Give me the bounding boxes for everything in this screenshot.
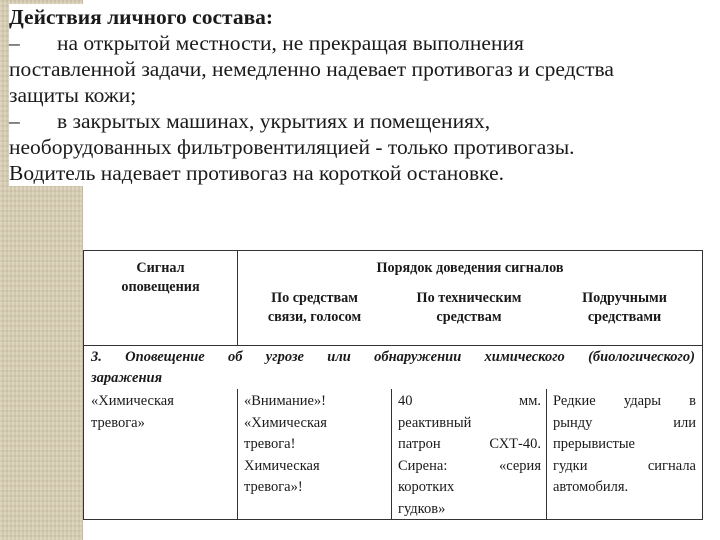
grid-line: [391, 389, 392, 519]
subheader-voice: По средствам связи, голосом: [267, 290, 362, 325]
item2-dash: –: [9, 109, 20, 133]
item2-line-2: необорудованных фильтровентиляцией - только противогазы.: [9, 135, 575, 159]
grid-line: [546, 389, 547, 519]
grid-line: [237, 389, 238, 519]
signals-procedure-header: Порядок доведения сигналов: [376, 260, 564, 276]
cell-voice: «Внимание»! «Химическая тревога! Химическая тревога»!: [244, 393, 327, 495]
section-title: 3. Оповещение об угрозе или обнаружении химического (биологического) заражения: [91, 349, 695, 386]
heading: Действия личного состава:: [9, 5, 274, 29]
instructions-text: [9, 4, 715, 186]
subheader-improvised: Подручными средствами: [582, 290, 667, 325]
item2-first-line: – в закрытых машинах, укрытиях и помещениях,: [9, 109, 491, 133]
cell-improvised: Редкие удары в рынду или прерывистые гудки сигнала автомобиля.: [553, 393, 696, 495]
cell-signal: «Химическая тревога»: [91, 393, 174, 431]
subheader-technical: По техническим средствам: [416, 290, 522, 325]
item1-line-2: поставленной задачи, немедленно надевает противогаз и средства: [9, 57, 614, 81]
item1-dash: –: [9, 31, 20, 55]
signal-column-header: Сигнал оповещения: [121, 260, 200, 295]
signals-table: [83, 250, 703, 520]
driver-note: Водитель надевает противогаз на короткой остановке.: [9, 161, 505, 185]
item1-first-line: – на открытой местности, не прекращая выполнения: [9, 31, 524, 55]
item1-line-3: защиты кожи;: [9, 83, 137, 107]
grid-line: [84, 345, 702, 346]
cell-technical: 40 мм. реактивный патрон СХТ-40. Сирена: «серия коротких гудков»: [398, 393, 541, 517]
